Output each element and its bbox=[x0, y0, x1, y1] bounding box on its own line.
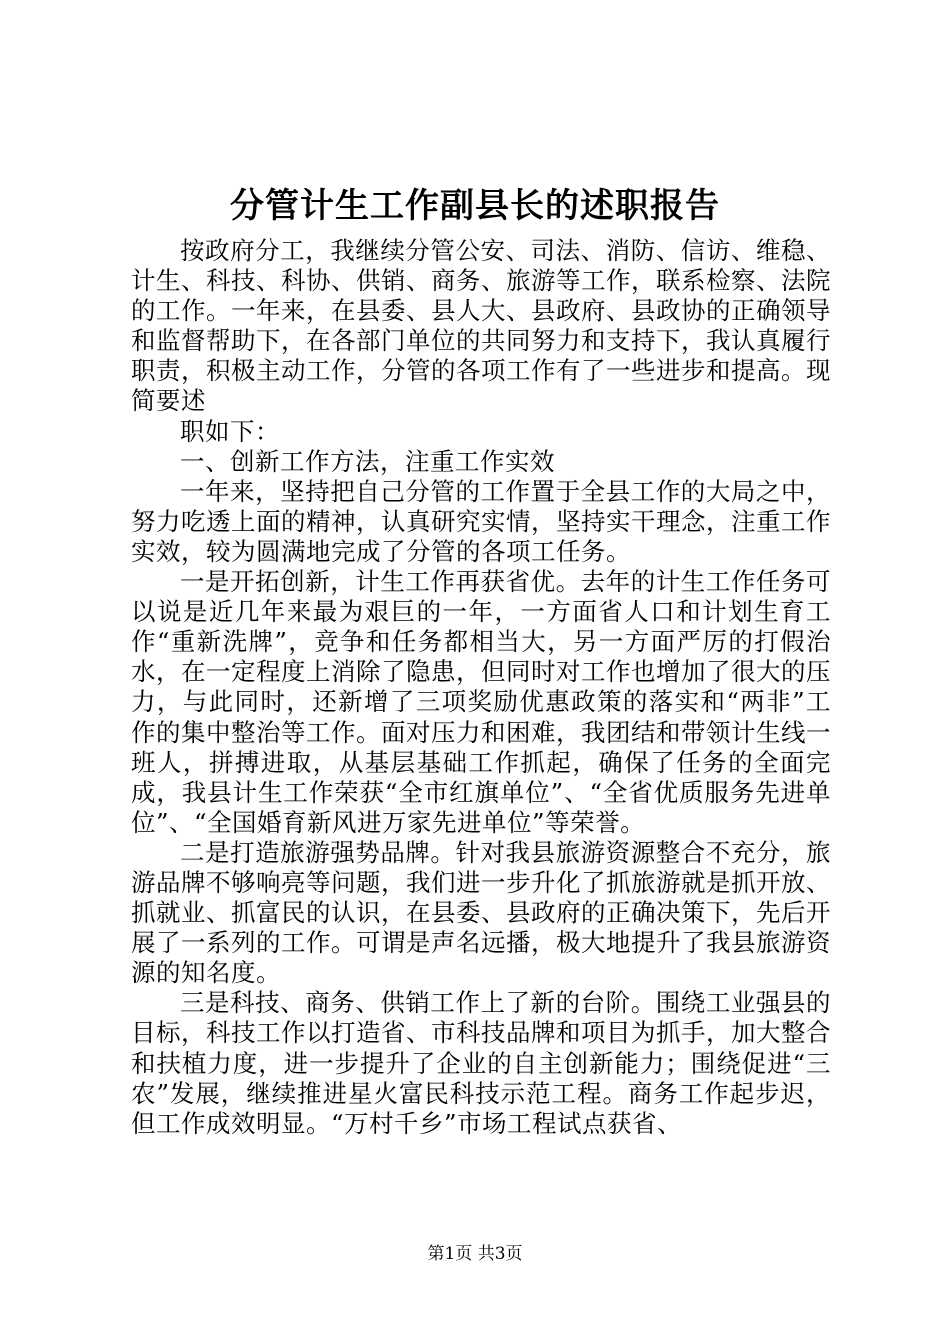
paragraph: 一年来，坚持把自己分管的工作置于全县工作的大局之中，努力吃透上面的精神，认真研究实情，坚持实干理念，注重工作实效，较为圆满地完成了分管的各项工任务。 bbox=[131, 476, 831, 566]
page-footer: 第1页 共3页 bbox=[427, 1244, 523, 1264]
paragraph: 一是开拓创新，计生工作再获省优。去年的计生工作任务可以说是近几年来最为艰巨的一年，一方面省人口和计划生育工作“重新洗牌”，竞争和任务都相当大，另一方面严厉的打假治水，在一定程度上消除了隐患，但同时对工作也增加了很大的压力，与此同时，还新增了三项奖励优惠政策的落实和“两非”工作的集中整治等工作。面对压力和困难，我团结和带领计生线一班人，拼搏进取，从基层基础工作抓起，确保了任务的全面完成，我县计生工作荣获“全市红旗单位”、“全省优质服务先进单位”、“全国婚育新风进万家先进单位”等荣誉。 bbox=[131, 567, 831, 837]
section-heading: 一、创新工作方法，注重工作实效 bbox=[180, 446, 555, 476]
document-body bbox=[131, 236, 831, 1139]
paragraph: 职如下： bbox=[180, 416, 280, 446]
paragraph: 二是打造旅游强势品牌。针对我县旅游资源整合不充分，旅游品牌不够响亮等问题，我们进一步升化了抓旅游就是抓开放、抓就业、抓富民的认识，在县委、县政府的正确决策下，先后开展了一系列的工作。可谓是声名远播，极大地提升了我县旅游资源的知名度。 bbox=[131, 837, 831, 988]
document-title: 分管计生工作副县长的述职报告 bbox=[230, 186, 720, 226]
paragraph: 三是科技、商务、供销工作上了新的台阶。围绕工业强县的目标，科技工作以打造省、市科技品牌和项目为抓手，加大整合和扶植力度，进一步提升了企业的自主创新能力；围绕促进“三农”发展，继续推进星火富民科技示范工程。商务工作起步迟，但工作成效明显。“万村千乡”市场工程试点获省、 bbox=[131, 988, 831, 1138]
paragraph: 按政府分工，我继续分管公安、司法、消防、信访、维稳、计生、科技、科协、供销、商务、旅游等工作，联系检察、法院的工作。一年来，在县委、县人大、县政府、县政协的正确领导和监督帮助下，在各部门单位的共同努力和支持下，我认真履行职责，积极主动工作，分管的各项工作有了一些进步和提高。现简要述 bbox=[131, 236, 831, 416]
